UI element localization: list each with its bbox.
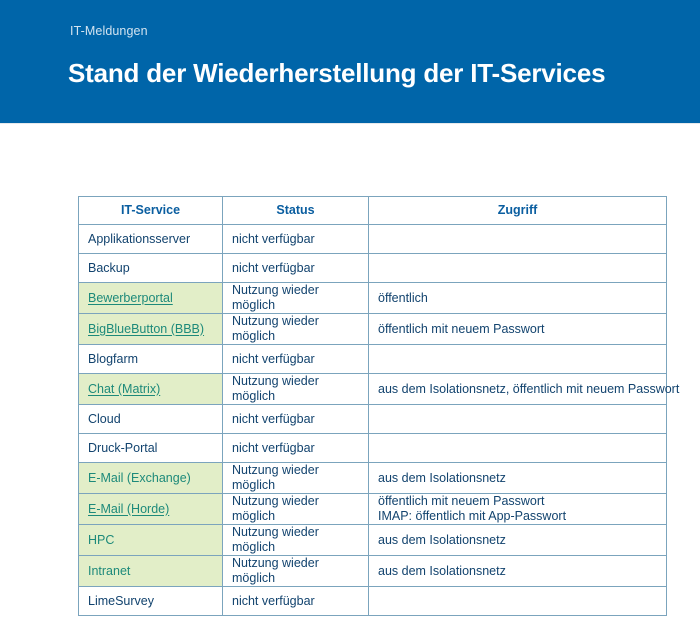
table-head — [79, 197, 667, 225]
service-label: E-Mail (Exchange) — [88, 470, 191, 485]
service-label: Applikationsserver — [88, 231, 191, 246]
cell-it-service — [79, 314, 223, 345]
cell-zugriff — [369, 556, 667, 587]
breadcrumb[interactable]: IT-Meldungen — [70, 24, 148, 38]
cell-it-service — [79, 405, 223, 434]
cell-it-service — [79, 463, 223, 494]
service-link[interactable]: Chat (Matrix) — [88, 381, 161, 396]
cell-status: Nutzung wieder möglich — [223, 463, 369, 494]
cell-status: nicht verfügbar — [223, 587, 369, 616]
cell-status: Nutzung wieder möglich — [223, 525, 369, 556]
zugriff-line-1: öffentlich mit neuem Passwort — [378, 321, 545, 336]
cell-status: Nutzung wieder möglich — [223, 556, 369, 587]
table-row — [79, 345, 667, 374]
table-row — [79, 525, 667, 556]
cell-status: nicht verfügbar — [223, 254, 369, 283]
cell-zugriff — [369, 494, 667, 525]
service-link[interactable]: BigBlueButton (BBB) — [88, 321, 205, 336]
cell-zugriff — [369, 405, 667, 434]
cell-zugriff — [369, 374, 680, 405]
cell-status: nicht verfügbar — [223, 405, 369, 434]
header-divider — [0, 123, 700, 124]
column-header-status: Status — [223, 197, 369, 225]
table-row — [79, 314, 667, 345]
zugriff-line-1: öffentlich mit neuem Passwort — [378, 494, 545, 508]
table-row — [79, 556, 667, 587]
table-body — [79, 225, 680, 616]
cell-zugriff — [369, 345, 667, 374]
cell-zugriff — [369, 587, 667, 616]
table-row — [79, 434, 667, 463]
service-label: Cloud — [88, 411, 121, 426]
cell-zugriff — [369, 463, 667, 494]
cell-status: Nutzung wieder möglich — [223, 283, 369, 314]
zugriff-line-1: öffentlich — [378, 290, 428, 305]
service-label: Intranet — [88, 563, 131, 578]
zugriff-line-1: aus dem Isolationsnetz, öffentlich mit neuem Passwort — [378, 381, 680, 396]
zugriff-line-1: aus dem Isolationsnetz — [378, 532, 506, 547]
table-header-row — [79, 197, 667, 225]
cell-it-service — [79, 494, 223, 525]
cell-it-service — [79, 434, 223, 463]
zugriff-line-1: aus dem Isolationsnetz — [378, 470, 506, 485]
cell-status: Nutzung wieder möglich — [223, 494, 369, 525]
service-label: Blogfarm — [88, 351, 139, 366]
page-title: Stand der Wiederherstellung der IT-Services — [68, 58, 606, 89]
cell-it-service — [79, 587, 223, 616]
it-services-table — [78, 196, 680, 616]
service-label: LimeSurvey — [88, 593, 154, 608]
table-row — [79, 374, 667, 405]
table-row — [79, 283, 667, 314]
it-services-table-wrap — [78, 196, 680, 616]
cell-zugriff — [369, 225, 667, 254]
page-header-banner — [0, 0, 700, 123]
cell-zugriff — [369, 525, 667, 556]
table-row — [79, 254, 667, 283]
cell-status: Nutzung wieder möglich — [223, 374, 369, 405]
cell-status: nicht verfügbar — [223, 345, 369, 374]
cell-zugriff — [369, 434, 667, 463]
zugriff-line-1: aus dem Isolationsnetz — [378, 563, 506, 578]
table-row — [79, 494, 667, 525]
cell-it-service — [79, 345, 223, 374]
table-row — [79, 225, 667, 254]
zugriff-line-2: IMAP: öffentlich mit App-Passwort — [378, 509, 567, 523]
cell-it-service — [79, 283, 223, 314]
table-row — [79, 405, 667, 434]
service-label: Backup — [88, 260, 130, 275]
cell-it-service — [79, 225, 223, 254]
service-link[interactable]: Bewerberportal — [88, 290, 173, 305]
cell-it-service — [79, 525, 223, 556]
cell-it-service — [79, 374, 223, 405]
cell-it-service — [79, 556, 223, 587]
cell-zugriff — [369, 254, 667, 283]
table-row — [79, 463, 667, 494]
cell-status: Nutzung wieder möglich — [223, 314, 369, 345]
column-header-it-service: IT-Service — [79, 197, 223, 225]
service-label: Druck-Portal — [88, 440, 158, 455]
cell-it-service — [79, 254, 223, 283]
column-header-zugriff: Zugriff — [369, 197, 667, 225]
cell-status: nicht verfügbar — [223, 434, 369, 463]
cell-zugriff — [369, 314, 667, 345]
cell-status: nicht verfügbar — [223, 225, 369, 254]
service-link[interactable]: E-Mail (Horde) — [88, 501, 170, 516]
cell-zugriff — [369, 283, 667, 314]
table-row — [79, 587, 667, 616]
service-label: HPC — [88, 532, 115, 547]
